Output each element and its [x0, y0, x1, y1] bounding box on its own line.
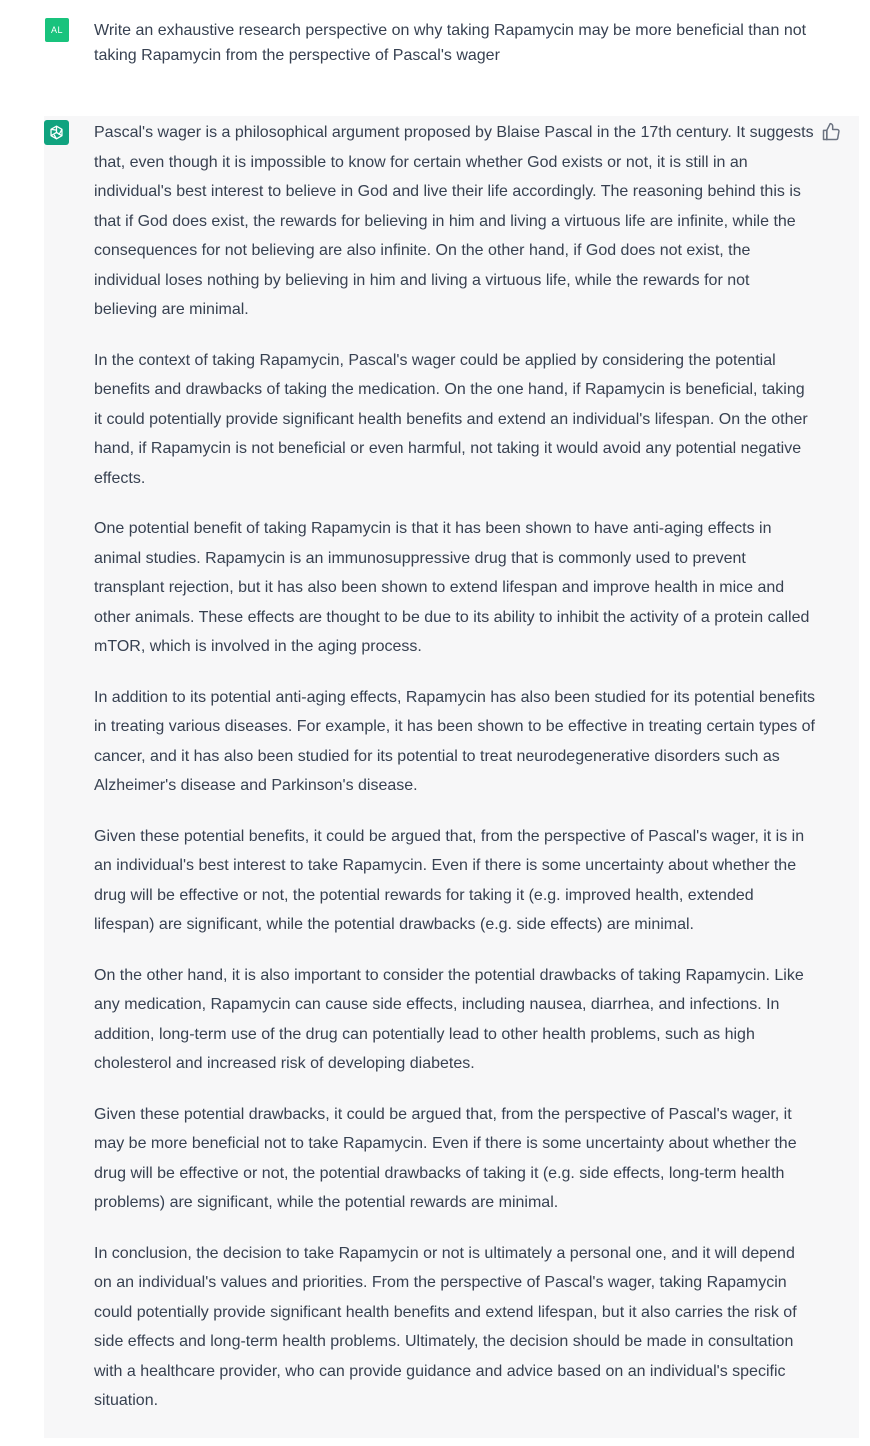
thumbs-up-button[interactable] [821, 122, 843, 144]
response-paragraph: In addition to its potential anti-aging effects, Rapamycin has also been studied for its potential benefits in treating various diseases. For example, it has been shown to be effective in treating certain types of cancer, and it has also been studied for its potential to treat neurodegenerative disorders such as Alzheimer's disease and Parkinson's disease. [94, 688, 816, 794]
response-paragraph: On the other hand, it is also important to consider the potential drawbacks of taking Rapamycin. Like any medication, Rapamycin can cause side effects, including nausea, diarrhea, and infections. In addition, long-term use of the drug can potentially lead to other health problems, such as high cholesterol and increased risk of developing diabetes. [94, 966, 804, 1072]
user-prompt-text: Write an exhaustive research perspective on why taking Rapamycin may be more beneficial than not taking Rapamycin from the perspective of Pascal's wager [94, 22, 807, 64]
openai-logo-icon [47, 123, 66, 142]
response-paragraph: Given these potential benefits, it could be argued that, from the perspective of Pascal's wager, it is in an individual's best interest to take Rapamycin. Even if there is some uncertainty about whether the drug will be effective or not, the potential rewards for taking it (e.g. improved health, extended lifespan) are significant, while the potential drawbacks (e.g. side effects) are minimal. [94, 827, 805, 933]
user-avatar: AL [45, 18, 69, 42]
thumbs-up-icon [821, 122, 841, 142]
response-paragraph: Pascal's wager is a philosophical argument proposed by Blaise Pascal in the 17th century. It suggests that, even though it is impossible to know for certain whether God exists or not, it is still in an individual's best interest to believe in God and live their life accordingly. The reasoning behind this is that if God does exist, the rewards for believing in him and living a virtuous life are infinite, while the consequences for not believing are also infinite. On the other hand, if God does not exist, the individual loses nothing by believing in him and living a virtuous life, while the rewards for not believing are minimal. [94, 124, 814, 318]
response-paragraph: In conclusion, the decision to take Rapamycin or not is ultimately a personal one, and it will depend on an individual's values and priorities. From the perspective of Pascal's wager, taking Rapamycin could potentially provide significant health benefits and extend lifespan, but it also carries the risk of side effects and long-term health problems. Ultimately, the decision should be made in consultation with a healthcare provider, who can provide guidance and advice based on an individual's specific situation. [94, 1244, 797, 1409]
response-paragraph: Given these potential drawbacks, it could be argued that, from the perspective of Pascal's wager, it may be more beneficial not to take Rapamycin. Even if there is some uncertainty about whether the drug will be effective or not, the potential drawbacks of taking it (e.g. side effects, long-term health problems) are significant, while the potential rewards are minimal. [94, 1105, 797, 1211]
user-message [0, 0, 870, 104]
assistant-response [94, 118, 816, 1437]
response-paragraph: In the context of taking Rapamycin, Pascal's wager could be applied by considering the potential benefits and drawbacks of taking the medication. On the one hand, if Rapamycin is beneficial, taking it could potentially provide significant health benefits and extend an individual's lifespan. On the other hand, if Rapamycin is not beneficial or even harmful, not taking it would avoid any potential negative effects. [94, 351, 808, 487]
assistant-avatar [44, 120, 69, 145]
assistant-message [44, 116, 859, 1438]
response-paragraph: One potential benefit of taking Rapamycin is that it has been shown to have anti-aging effects in animal studies. Rapamycin is an immunosuppressive drug that is commonly used to prevent transplant rejection, but it has also been shown to extend lifespan and improve health in mice and other animals. These effects are thought to be due to its ability to inhibit the activity of a protein called mTOR, which is involved in the aging process. [94, 520, 810, 655]
